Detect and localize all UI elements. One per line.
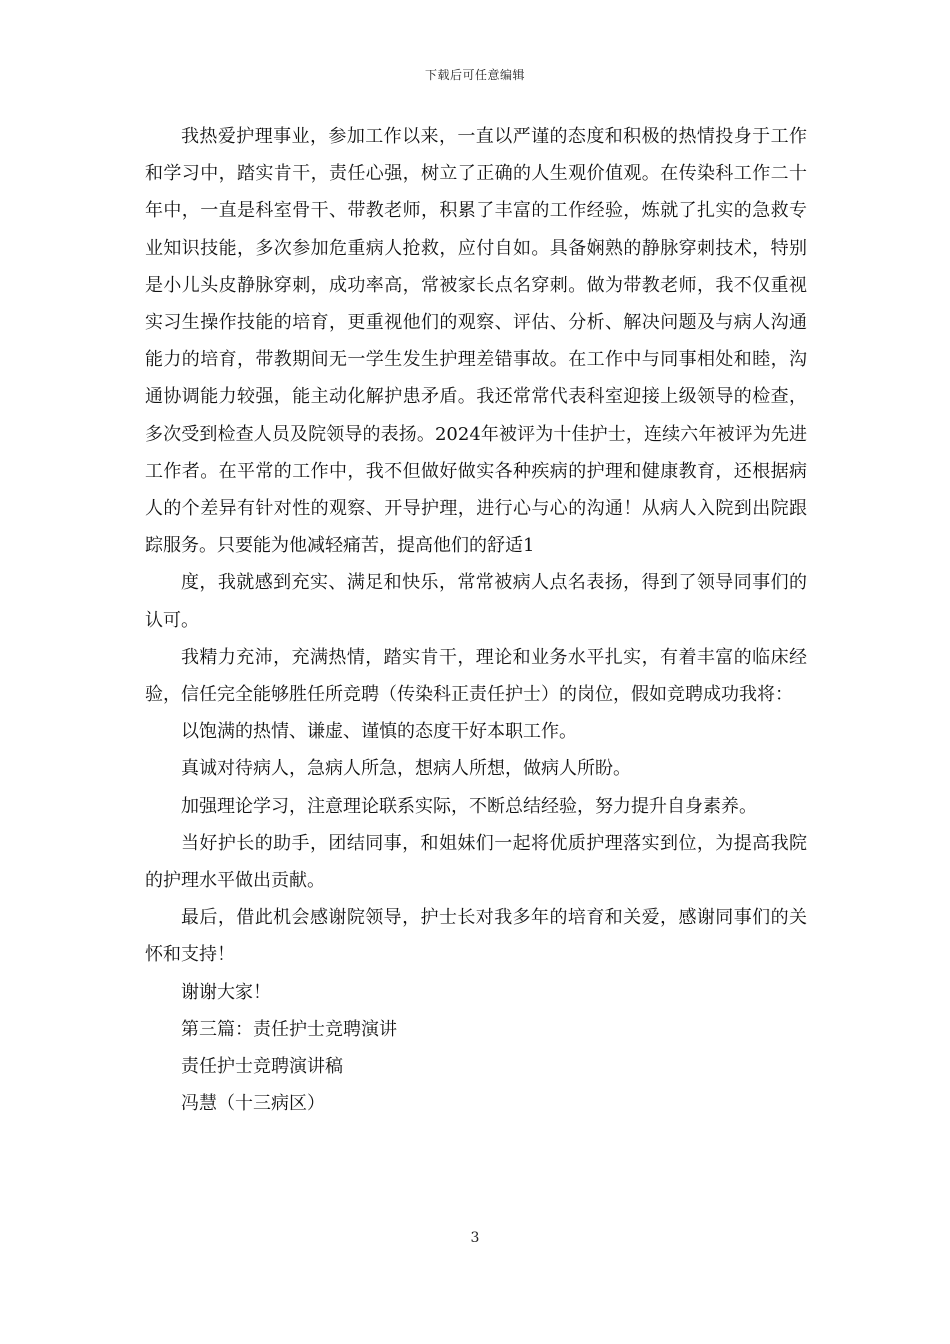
paragraph: 以饱满的热情、谦虚、谨慎的态度干好本职工作。: [181, 721, 577, 743]
paragraph: 真诚对待病人，急病人所急，想病人所想，做病人所盼。: [181, 758, 631, 780]
paragraph: 我精力充沛，充满热情，踏实肯干，理论和业务水平扎实，有着丰富的临床经验，信任完全能够胜任所竞聘（传染科正责任护士）的岗位，假如竞聘成功我将：: [145, 646, 807, 706]
document-body: [145, 118, 807, 1122]
paragraph: 谢谢大家！: [181, 981, 271, 1003]
paragraph: 当好护长的助手，团结同事，和姐妹们一起将优质护理落实到位，为提高我院的护理水平做出贡献。: [145, 832, 807, 892]
page-header: 下载后可任意编辑: [424, 68, 525, 82]
section-heading: 第三篇：责任护士竞聘演讲: [181, 1018, 397, 1040]
paragraph: 度，我就感到充实、满足和快乐，常常被病人点名表扬，得到了领导同事们的认可。: [145, 572, 807, 631]
author-line: 冯慧（十三病区）: [181, 1093, 325, 1115]
paragraph: 最后，借此机会感谢院领导，护士长对我多年的培育和关爱，感谢同事们的关怀和支持！: [145, 907, 807, 966]
speech-title: 责任护士竞聘演讲稿: [181, 1056, 343, 1078]
paragraph: 我热爱护理事业，参加工作以来，一直以严谨的态度和积极的热情投身于工作和学习中，踏实肯干，责任心强，树立了正确的人生观价值观。在传染科工作二十年中，一直是科室骨干、带教老师，积累了丰富的工作经验，炼就了扎实的急救专业知识技能，多次参加危重病人抢救，应付自如。具备娴熟的静脉穿刺技术，特别是小儿头皮静脉穿刺，成功率高，常被家长点名穿刺。做为带教老师，我不仅重视实习生操作技能的培育，更重视他们的观察、评估、分析、解决问题及与病人沟通能力的培育，带教期间无一学生发生护理差错事故。在工作中与同事相处和睦，沟通协调能力较强，能主动化解护患矛盾。我还常常代表科室迎接上级领导的检查，多次受到检查人员及院领导的表扬。2024年被评为十佳护士，连续六年被评为先进工作者。在平常的工作中，我不但做好做实各种疾病的护理和健康教育，还根据病人的个差异有针对性的观察、开导护理，进行心与心的沟通！从病人入院到出院跟踪服务。只要能为他减轻痛苦，提高他们的舒适1: [145, 126, 807, 557]
page-number: 3: [470, 1230, 480, 1246]
paragraph: 加强理论学习，注意理论联系实际，不断总结经验，努力提升自身素养。: [181, 795, 757, 817]
